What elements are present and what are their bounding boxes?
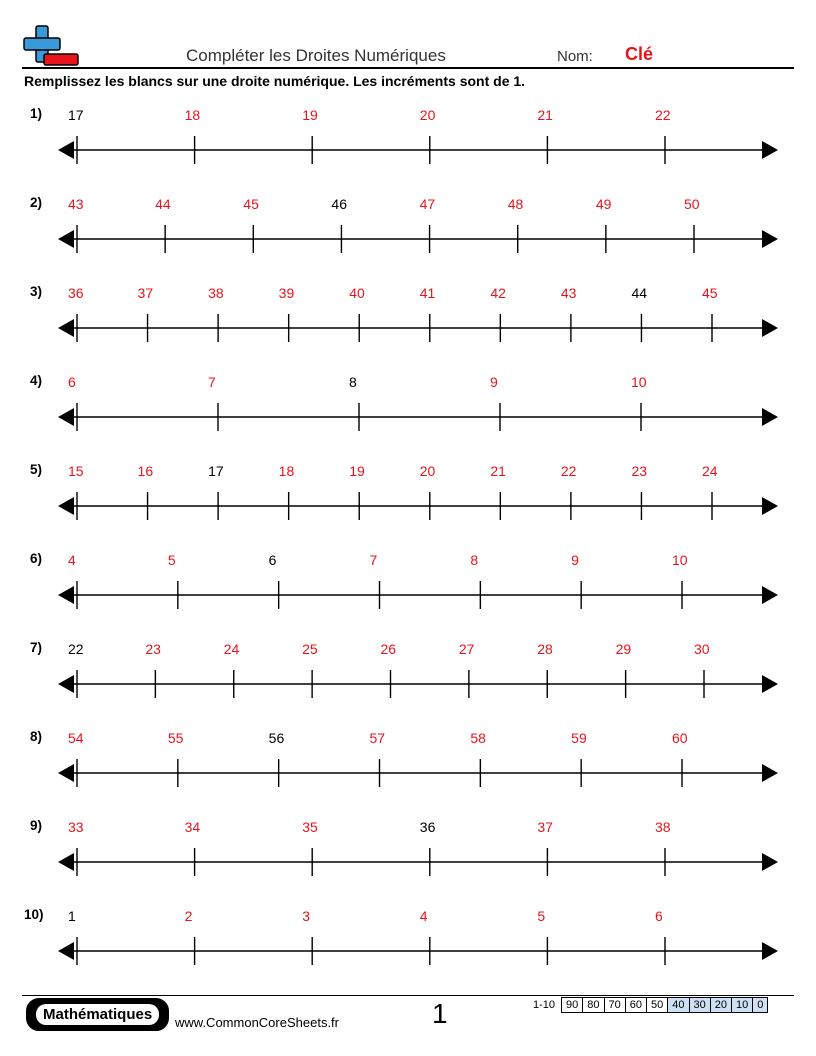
left-arrow-icon (58, 942, 74, 960)
answer-value-label: 48 (507, 196, 524, 212)
plus-minus-logo-icon (22, 24, 80, 68)
score-scale-cell: 30 (689, 998, 710, 1012)
number-line-problem (0, 284, 816, 364)
answer-value-label: 41 (419, 285, 436, 301)
answer-value-label: 36 (68, 285, 84, 301)
answer-value-label: 9 (490, 374, 498, 390)
answer-value-label: 26 (380, 641, 397, 657)
answer-value-label: 28 (537, 641, 553, 657)
number-line (0, 106, 816, 186)
right-arrow-icon (762, 408, 778, 426)
answer-value-label: 18 (184, 107, 201, 123)
score-scale-cell: 80 (582, 998, 603, 1012)
answer-value-label: 47 (419, 196, 436, 212)
problem-number: 5) (30, 462, 43, 477)
number-line (0, 373, 816, 453)
right-arrow-icon (762, 853, 778, 871)
problem-number: 9) (30, 818, 43, 833)
answer-value-label: 18 (278, 463, 295, 479)
answer-value-label: 19 (302, 107, 318, 123)
answer-value-label: 58 (470, 730, 486, 746)
number-line (0, 640, 816, 720)
subject-label: Mathématiques (36, 1004, 159, 1025)
score-scale-cell: 60 (625, 998, 646, 1012)
number-line (0, 284, 816, 364)
given-value-label: 36 (419, 819, 436, 835)
answer-value-label: 57 (369, 730, 386, 746)
answer-value-label: 22 (655, 107, 671, 123)
answer-value-label: 43 (68, 196, 84, 212)
problem-number: 7) (30, 640, 43, 655)
page-number: 1 (432, 998, 448, 1029)
answer-value-label: 49 (595, 196, 612, 212)
given-value-label: 22 (68, 641, 84, 657)
left-arrow-icon (58, 853, 74, 871)
number-line (0, 729, 816, 809)
answer-value-label: 50 (684, 196, 700, 212)
answer-value-label: 9 (571, 552, 579, 568)
answer-value-label: 21 (537, 107, 553, 123)
answer-value-label: 22 (560, 463, 577, 479)
answer-value-label: 7 (369, 552, 378, 568)
number-line-problem (0, 462, 816, 542)
given-value-label: 44 (631, 285, 648, 301)
answer-value-label: 2 (184, 908, 193, 924)
answer-value-label: 20 (419, 463, 436, 479)
left-arrow-icon (58, 319, 74, 337)
given-value-label: 6 (268, 552, 277, 568)
answer-value-label: 4 (419, 908, 428, 924)
number-line (0, 551, 816, 631)
score-scale-cell: 20 (710, 998, 731, 1012)
website-link[interactable]: www.CommonCoreSheets.fr (175, 1015, 339, 1030)
name-value: Clé (625, 44, 654, 64)
answer-value-label: 39 (278, 285, 295, 301)
answer-value-label: 6 (655, 908, 663, 924)
number-line (0, 195, 816, 275)
answer-value-label: 21 (490, 463, 506, 479)
answer-value-label: 23 (145, 641, 161, 657)
right-arrow-icon (762, 586, 778, 604)
score-scale (533, 997, 768, 1013)
answer-value-label: 38 (208, 285, 224, 301)
right-arrow-icon (762, 230, 778, 248)
problem-number: 6) (30, 551, 43, 566)
left-arrow-icon (58, 764, 74, 782)
right-arrow-icon (762, 319, 778, 337)
answer-value-label: 7 (208, 374, 216, 390)
given-value-label: 1 (68, 908, 76, 924)
instructions: Remplissez les blancs sur une droite numérique. Les incréments sont de 1. (24, 73, 526, 89)
answer-value-label: 30 (694, 641, 710, 657)
number-line (0, 818, 816, 898)
left-arrow-icon (58, 230, 74, 248)
answer-value-label: 8 (470, 552, 479, 568)
answer-value-label: 37 (137, 285, 154, 301)
answer-value-label: 37 (537, 819, 553, 835)
answer-value-label: 55 (167, 730, 184, 746)
answer-value-label: 16 (137, 463, 154, 479)
footer-divider (22, 995, 794, 996)
right-arrow-icon (762, 942, 778, 960)
left-arrow-icon (58, 675, 74, 693)
answer-value-label: 5 (537, 908, 546, 924)
answer-value-label: 54 (68, 730, 84, 746)
answer-value-label: 33 (68, 819, 84, 835)
score-scale-cell: 40 (667, 998, 688, 1012)
score-scale-cell: 90 (566, 999, 579, 1011)
number-line-problem (0, 373, 816, 453)
answer-value-label: 24 (223, 641, 240, 657)
answer-value-label: 60 (672, 730, 688, 746)
answer-value-label: 25 (302, 641, 318, 657)
answer-value-label: 44 (155, 196, 171, 212)
answer-value-label: 59 (571, 730, 587, 746)
score-scale-cell: 10 (731, 998, 752, 1012)
answer-value-label: 45 (243, 196, 259, 212)
given-value-label: 46 (331, 196, 348, 212)
answer-value-label: 29 (615, 641, 632, 657)
answer-value-label: 45 (702, 285, 718, 301)
answer-value-label: 15 (68, 463, 84, 479)
answer-value-label: 3 (302, 908, 310, 924)
answer-value-label: 43 (560, 285, 577, 301)
answer-value-label: 34 (184, 819, 201, 835)
problem-number: 2) (30, 195, 43, 210)
score-scale-boxes (561, 997, 768, 1013)
problem-number: 4) (30, 373, 43, 388)
number-line-problem (0, 195, 816, 275)
header-divider (22, 67, 794, 69)
right-arrow-icon (762, 497, 778, 515)
number-line-problem (0, 729, 816, 809)
answer-value-label: 19 (349, 463, 365, 479)
answer-value-label: 42 (490, 285, 506, 301)
score-scale-cell: 50 (646, 998, 667, 1012)
answer-value-label: 4 (68, 552, 76, 568)
answer-value-label: 5 (167, 552, 176, 568)
given-value-label: 56 (268, 730, 285, 746)
problem-number: 10) (24, 907, 44, 922)
right-arrow-icon (762, 675, 778, 693)
number-line-problem (0, 907, 816, 987)
problem-number: 1) (30, 106, 43, 121)
number-line-problem (0, 106, 816, 186)
problem-number: 3) (30, 284, 43, 299)
score-scale-cell: 70 (604, 998, 625, 1012)
number-line-problem (0, 640, 816, 720)
worksheet-title: Compléter les Droites Numériques (186, 46, 446, 65)
number-line (0, 462, 816, 542)
score-scale-cell: 0 (752, 998, 767, 1012)
number-line (0, 907, 816, 987)
answer-value-label: 40 (349, 285, 365, 301)
answer-value-label: 23 (631, 463, 648, 479)
right-arrow-icon (762, 764, 778, 782)
answer-value-label: 10 (672, 552, 688, 568)
given-value-label: 8 (349, 374, 357, 390)
answer-value-label: 6 (68, 374, 76, 390)
left-arrow-icon (58, 586, 74, 604)
right-arrow-icon (762, 141, 778, 159)
answer-value-label: 24 (702, 463, 718, 479)
subject-badge (26, 998, 169, 1031)
given-value-label: 17 (208, 463, 224, 479)
number-line-problem (0, 551, 816, 631)
answer-value-label: 38 (655, 819, 671, 835)
left-arrow-icon (58, 497, 74, 515)
problem-number: 8) (30, 729, 43, 744)
left-arrow-icon (58, 408, 74, 426)
given-value-label: 17 (68, 107, 84, 123)
answer-value-label: 35 (302, 819, 318, 835)
left-arrow-icon (58, 141, 74, 159)
answer-value-label: 10 (631, 374, 647, 390)
number-line-problem (0, 818, 816, 898)
answer-value-label: 27 (458, 641, 475, 657)
name-label: Nom: (557, 48, 593, 65)
answer-value-label: 20 (419, 107, 436, 123)
score-scale-range: 1-10 (533, 999, 556, 1011)
